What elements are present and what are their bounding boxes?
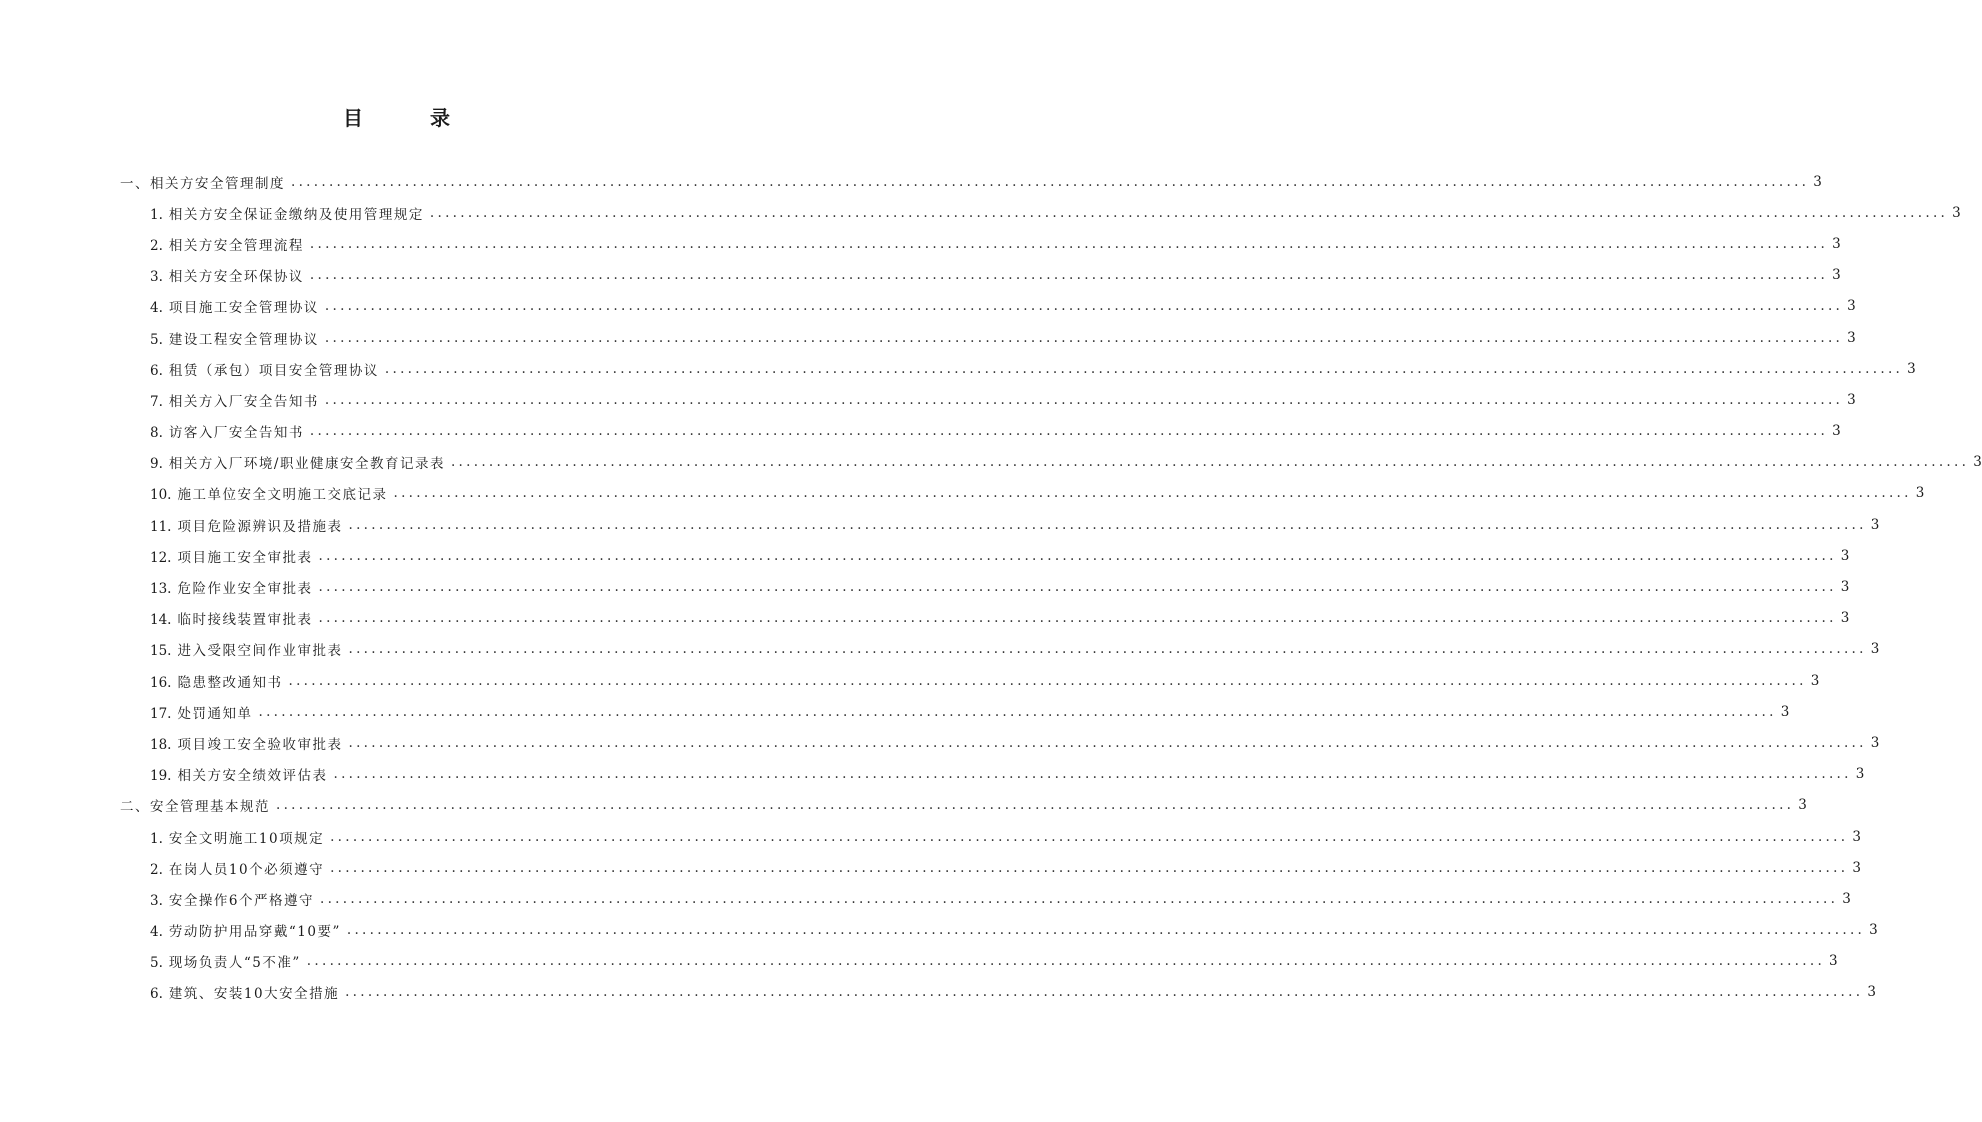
toc-entry-text: 安全文明施工10项规定 bbox=[168, 830, 325, 847]
toc-item-entry[interactable] bbox=[120, 946, 1838, 977]
toc-entry-number: 10. bbox=[150, 487, 172, 504]
toc-section-entry[interactable] bbox=[120, 790, 1807, 821]
toc-dot-leader: ........................................................................................................................................................................................................ bbox=[393, 485, 1912, 502]
toc-page-number: 3 bbox=[1832, 235, 1841, 252]
toc-entry-label bbox=[150, 827, 324, 847]
toc-page-number: 3 bbox=[1810, 672, 1820, 689]
toc-dot-leader: ........................................................................................................................................................................................................ bbox=[348, 516, 1867, 533]
toc-entry-text: 相关方入厂安全告知书 bbox=[168, 393, 319, 410]
toc-page-number: 3 bbox=[1829, 953, 1838, 970]
toc-dot-leader: ........................................................................................................................................................................................................ bbox=[318, 610, 1837, 627]
toc-item-entry[interactable] bbox=[120, 228, 1841, 259]
toc-entry-number: 19. bbox=[150, 768, 172, 785]
toc-entry-number: 15. bbox=[150, 643, 172, 660]
toc-entry-label bbox=[150, 920, 341, 940]
toc-item-entry[interactable] bbox=[120, 197, 1961, 228]
toc-entry-label bbox=[150, 234, 304, 254]
toc-dot-leader: ........................................................................................................................................................................................................ bbox=[429, 204, 1949, 221]
toc-dot-leader: ........................................................................................................................................................................................................ bbox=[348, 734, 1867, 751]
toc-entry-number: 14. bbox=[150, 612, 172, 629]
toc-item-entry[interactable] bbox=[120, 759, 1865, 790]
toc-entry-label bbox=[150, 608, 312, 628]
toc-item-entry[interactable] bbox=[120, 260, 1841, 291]
toc-dot-leader: ........................................................................................................................................................................................................ bbox=[258, 703, 1777, 720]
toc-entry-number: 3. bbox=[150, 269, 163, 286]
toc-dot-leader: ........................................................................................................................................................................................................ bbox=[318, 579, 1837, 596]
toc-dot-leader: ........................................................................................................................................................................................................ bbox=[348, 641, 1867, 658]
toc-entry-number: 17. bbox=[150, 705, 172, 722]
toc-entry-number: 9. bbox=[150, 456, 163, 473]
toc-item-entry[interactable] bbox=[120, 821, 1861, 852]
toc-page-number: 3 bbox=[1847, 298, 1856, 315]
toc-item-entry[interactable] bbox=[120, 447, 1982, 478]
toc-entry-text: 临时接线装置审批表 bbox=[177, 612, 313, 629]
toc-item-entry[interactable] bbox=[120, 571, 1850, 602]
toc-entry-label bbox=[150, 421, 304, 441]
toc-entry-label bbox=[150, 639, 342, 659]
toc-entry-label bbox=[150, 764, 327, 784]
toc-entry-text: 现场负责人“5不准” bbox=[168, 955, 301, 972]
toc-entry-number: 7. bbox=[150, 393, 163, 410]
toc-entry-label bbox=[150, 702, 252, 722]
toc-page-number: 3 bbox=[1798, 797, 1807, 814]
toc-dot-leader: ........................................................................................................................................................................................................ bbox=[309, 267, 1829, 284]
toc-entry-text: 相关方安全管理流程 bbox=[168, 237, 304, 254]
toc-page-number: 3 bbox=[1907, 360, 1916, 377]
toc-dot-leader: ........................................................................................................................................................................................................ bbox=[319, 890, 1839, 907]
toc-entry-label bbox=[150, 452, 445, 472]
toc-page-number: 3 bbox=[1847, 329, 1856, 346]
toc-entry-label bbox=[150, 296, 319, 316]
toc-dot-leader: ........................................................................................................................................................................................................ bbox=[330, 859, 1849, 876]
toc-entry-text: 在岗人员10个必须遵守 bbox=[168, 861, 325, 878]
toc-entry-label bbox=[150, 546, 312, 566]
toc-dot-leader: ........................................................................................................................................................................................................ bbox=[324, 391, 1844, 408]
toc-item-entry[interactable] bbox=[120, 478, 1925, 509]
toc-entry-number: 11. bbox=[150, 518, 172, 535]
toc-dot-leader: ........................................................................................................................................................................................................ bbox=[330, 828, 1849, 845]
toc-entry-label bbox=[150, 671, 282, 691]
toc-page-number: 3 bbox=[1973, 454, 1982, 471]
toc-page-number: 3 bbox=[1832, 423, 1841, 440]
toc-page-number: 3 bbox=[1842, 890, 1851, 907]
toc-entry-text: 危险作业安全审批表 bbox=[177, 581, 313, 598]
toc-item-entry[interactable] bbox=[120, 665, 1820, 696]
toc-dot-leader: ........................................................................................................................................................................................................ bbox=[324, 329, 1844, 346]
toc-item-entry[interactable] bbox=[120, 291, 1856, 322]
toc-entry-text: 访客入厂安全告知书 bbox=[168, 425, 304, 442]
toc-entry-text: 建筑、安装10大安全措施 bbox=[168, 986, 340, 1003]
toc-entry-label bbox=[120, 172, 285, 192]
toc-page-number: 3 bbox=[1952, 204, 1961, 221]
toc-entry-text: 进入受限空间作业审批表 bbox=[177, 643, 343, 660]
toc-entry-number: 5. bbox=[150, 331, 163, 348]
toc-page-number: 3 bbox=[1840, 547, 1850, 564]
toc-entry-label bbox=[150, 483, 387, 503]
toc-dot-leader: ........................................................................................................................................................................................................ bbox=[291, 173, 1810, 190]
toc-entry-number: 13. bbox=[150, 581, 172, 598]
toc-page-number: 3 bbox=[1813, 173, 1822, 190]
toc-entry-label bbox=[150, 203, 424, 223]
toc-entry-label bbox=[150, 515, 342, 535]
toc-page-number: 3 bbox=[1832, 267, 1841, 284]
toc-entry-number: 5. bbox=[150, 955, 163, 972]
toc-page-number: 3 bbox=[1847, 391, 1856, 408]
toc-page-number: 3 bbox=[1852, 828, 1861, 845]
toc-entry-text: 项目竣工安全验收审批表 bbox=[177, 736, 343, 753]
toc-page-number: 3 bbox=[1840, 610, 1850, 627]
page-title: 目 录 bbox=[343, 106, 480, 130]
toc-page-number: 3 bbox=[1840, 579, 1850, 596]
toc-entry-number: 4. bbox=[150, 300, 163, 317]
toc-entry-number: 18. bbox=[150, 736, 172, 753]
toc-entry-label bbox=[150, 951, 301, 971]
toc-entry-text: 处罚通知单 bbox=[177, 705, 253, 722]
toc-page-number: 3 bbox=[1867, 984, 1876, 1001]
toc-dot-leader: ........................................................................................................................................................................................................ bbox=[345, 984, 1864, 1001]
toc-dot-leader: ........................................................................................................................................................................................................ bbox=[288, 672, 1807, 689]
toc-item-entry[interactable] bbox=[120, 416, 1841, 447]
toc-entry-number: 6. bbox=[150, 362, 163, 379]
toc-dot-leader: ........................................................................................................................................................................................................ bbox=[276, 797, 1795, 814]
toc-item-entry[interactable] bbox=[120, 540, 1850, 571]
toc-item-entry[interactable] bbox=[120, 603, 1850, 634]
table-of-contents bbox=[120, 166, 1982, 1008]
toc-entry-text: 相关方安全保证金缴纳及使用管理规定 bbox=[168, 206, 424, 223]
toc-entry-label bbox=[150, 390, 319, 410]
toc-entry-number: 8. bbox=[150, 425, 163, 442]
toc-entry-label bbox=[150, 733, 342, 753]
toc-entry-number: 2. bbox=[150, 237, 163, 254]
toc-entry-text: 项目施工安全管理协议 bbox=[168, 300, 319, 317]
toc-entry-text: 劳动防护用品穿戴“10要” bbox=[168, 924, 341, 941]
toc-dot-leader: ........................................................................................................................................................................................................ bbox=[324, 298, 1844, 315]
toc-item-entry[interactable] bbox=[120, 696, 1790, 727]
toc-page-number: 3 bbox=[1780, 703, 1790, 720]
toc-entry-text: 一、相关方安全管理制度 bbox=[120, 175, 285, 192]
toc-entry-label bbox=[120, 795, 270, 815]
toc-entry-text: 项目施工安全审批表 bbox=[177, 549, 313, 566]
toc-page-number: 3 bbox=[1852, 859, 1861, 876]
toc-entry-text: 二、安全管理基本规范 bbox=[120, 799, 270, 816]
toc-entry-label bbox=[150, 577, 312, 597]
toc-item-entry[interactable] bbox=[120, 322, 1856, 353]
toc-entry-label bbox=[150, 359, 379, 379]
toc-entry-text: 施工单位安全文明施工交底记录 bbox=[177, 487, 388, 504]
toc-entry-number: 4. bbox=[150, 924, 163, 941]
toc-item-entry[interactable] bbox=[120, 883, 1851, 914]
toc-entry-label bbox=[150, 328, 319, 348]
toc-item-entry[interactable] bbox=[120, 727, 1880, 758]
toc-dot-leader: ........................................................................................................................................................................................................ bbox=[450, 454, 1970, 471]
toc-entry-number: 12. bbox=[150, 549, 172, 566]
toc-section-entry[interactable] bbox=[120, 166, 1822, 197]
toc-item-entry[interactable] bbox=[120, 977, 1876, 1008]
toc-entry-label bbox=[150, 889, 314, 909]
toc-item-entry[interactable] bbox=[120, 915, 1878, 946]
toc-entry-text: 项目危险源辨识及措施表 bbox=[177, 518, 343, 535]
toc-entry-number: 3. bbox=[150, 892, 163, 909]
toc-page-number: 3 bbox=[1855, 766, 1865, 783]
toc-entry-number: 16. bbox=[150, 674, 172, 691]
toc-item-entry[interactable] bbox=[120, 384, 1856, 415]
toc-dot-leader: ........................................................................................................................................................................................................ bbox=[318, 547, 1837, 564]
toc-entry-number: 1. bbox=[150, 206, 163, 223]
toc-dot-leader: ........................................................................................................................................................................................................ bbox=[384, 360, 1904, 377]
toc-entry-text: 租赁（承包）项目安全管理协议 bbox=[168, 362, 379, 379]
toc-entry-text: 隐患整改通知书 bbox=[177, 674, 283, 691]
toc-page-number: 3 bbox=[1870, 516, 1880, 533]
toc-dot-leader: ........................................................................................................................................................................................................ bbox=[346, 922, 1866, 939]
toc-dot-leader: ........................................................................................................................................................................................................ bbox=[309, 423, 1829, 440]
toc-entry-text: 相关方安全环保协议 bbox=[168, 269, 304, 286]
toc-item-entry[interactable] bbox=[120, 852, 1861, 883]
toc-entry-text: 安全操作6个严格遵守 bbox=[168, 892, 314, 909]
toc-item-entry[interactable] bbox=[120, 634, 1880, 665]
toc-item-entry[interactable] bbox=[120, 509, 1880, 540]
toc-page-number: 3 bbox=[1870, 641, 1880, 658]
toc-entry-number: 1. bbox=[150, 830, 163, 847]
toc-entry-label bbox=[150, 265, 304, 285]
toc-entry-text: 相关方入厂环境/职业健康安全教育记录表 bbox=[168, 456, 445, 473]
toc-dot-leader: ........................................................................................................................................................................................................ bbox=[306, 953, 1826, 970]
toc-page-number: 3 bbox=[1869, 922, 1878, 939]
toc-page-number: 3 bbox=[1870, 734, 1880, 751]
toc-page-number: 3 bbox=[1915, 485, 1925, 502]
toc-entry-label bbox=[150, 858, 324, 878]
toc-entry-label bbox=[150, 982, 339, 1002]
toc-dot-leader: ........................................................................................................................................................................................................ bbox=[333, 766, 1852, 783]
toc-entry-number: 2. bbox=[150, 861, 163, 878]
toc-dot-leader: ........................................................................................................................................................................................................ bbox=[309, 235, 1829, 252]
toc-item-entry[interactable] bbox=[120, 353, 1916, 384]
toc-entry-number: 6. bbox=[150, 986, 163, 1003]
toc-entry-text: 相关方安全绩效评估表 bbox=[177, 768, 328, 785]
toc-entry-text: 建设工程安全管理协议 bbox=[168, 331, 319, 348]
